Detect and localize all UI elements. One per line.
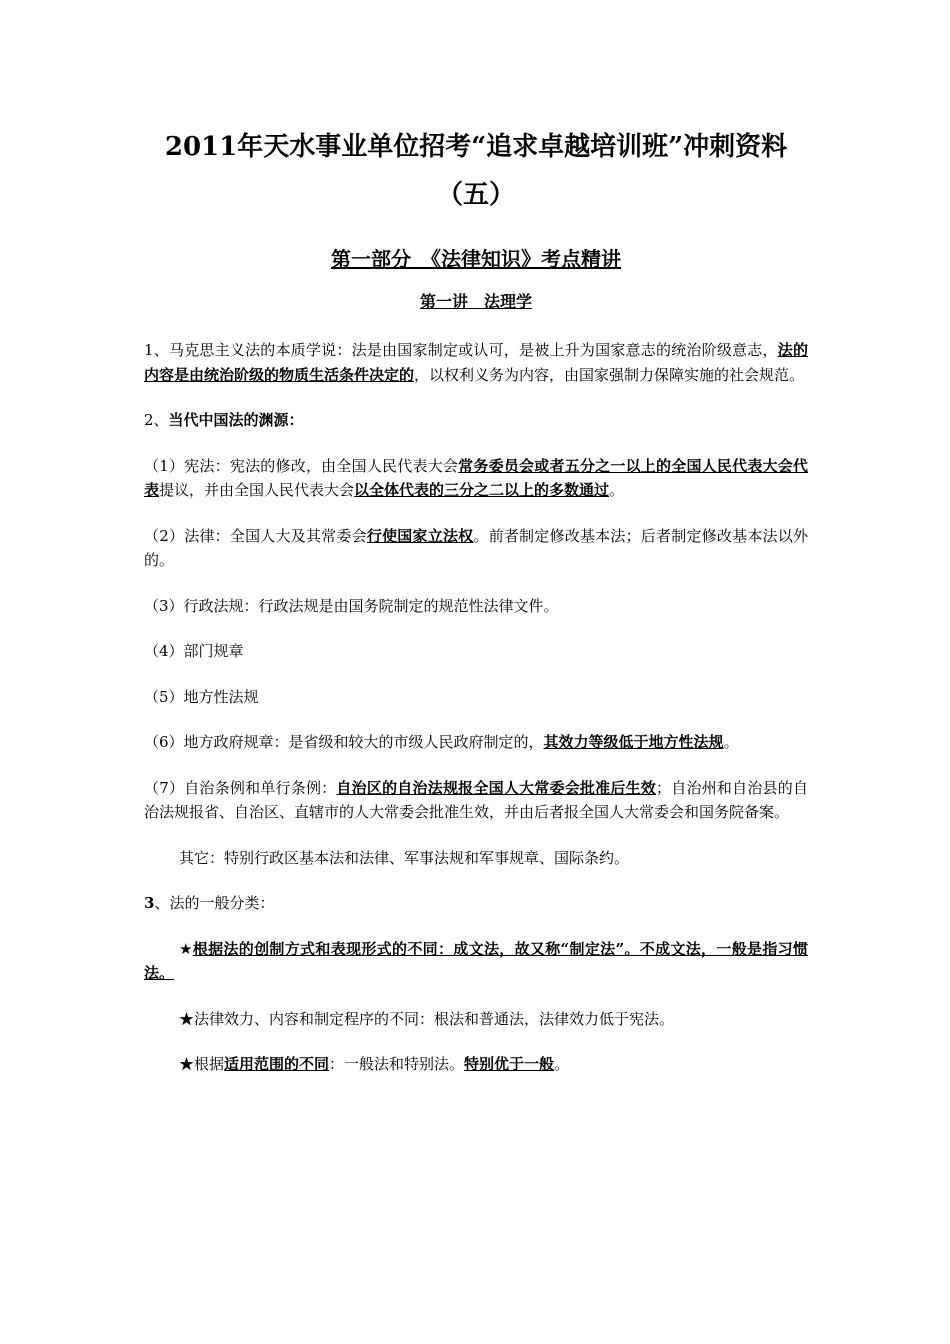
item-8: （6）地方政府规章：是省级和较大的市级人民政府制定的，其效力等级低于地方性法规。 (144, 733, 739, 751)
emphasis: 行使国家立法权 (366, 526, 474, 545)
item-9: （7）自治条例和单行条例：自治区的自治法规报全国人大常委会批准后生效；自治州和自治县的自治法规报省、自治区、直辖市的人大常委会批准生效，并由后者报全国人大常委会和国务院备案。 (144, 778, 808, 821)
item-11: 3、法的一般分类： (144, 894, 275, 912)
part-heading: 第一部分 《法律知识》考点精讲 (331, 247, 621, 271)
document-subtitle: （五） (436, 180, 515, 210)
item-2: 2、当代中国法的渊源： (144, 411, 304, 429)
item-10: 其它：特别行政区基本法和法律、军事法规和军事规章、国际条约。 (179, 848, 630, 867)
emphasis: 以全体代表的三分之二以上的多数通过 (354, 481, 610, 499)
lecture-heading: 第一讲 法理学 (419, 292, 532, 311)
item-13: ★法律效力、内容和制定程序的不同：根法和普通法，法律效力低于宪法。 (179, 1009, 675, 1028)
emphasis: 特别优于一般 (464, 1055, 555, 1073)
item-4: （2）法律：全国人大及其常委会行使国家立法权。前者制定修改基本法；后者制定修改基本法以外的。 (144, 526, 808, 569)
emphasis: 自治区的自治法规报全国人大常委会批准后生效 (336, 778, 657, 797)
item-6: （4）部门规章 (144, 642, 244, 660)
item-1: 1、马克思主义法的本质学说：法是由国家制定或认可，是被上升为国家意志的统治阶级意志，法的内容是由统治阶级的物质生活条件决定的，以权利义务为内容，由国家强制力保障实施的社会规范。 (144, 341, 808, 384)
item-5: （3）行政法规：行政法规是由国务院制定的规范性法律文件。 (144, 596, 559, 615)
emphasis: 根据法的创制方式和表现形式的不同：成文法，故又称“制定法”。不成文法，一般是指习惯法。 (144, 939, 808, 982)
emphasis: 其效力等级低于地方性法规 (543, 733, 724, 751)
item-7: （5）地方性法规 (144, 687, 259, 706)
document-page (144, 128, 808, 1077)
item-12: ★根据法的创制方式和表现形式的不同：成文法，故又称“制定法”。不成文法，一般是指习惯法。 (144, 939, 808, 982)
document-title: 2011年天水事业单位招考“追求卓越培训班”冲刺资料 (164, 132, 788, 162)
emphasis: 适用范围的不同 (224, 1055, 330, 1073)
item-14: ★根据适用范围的不同：一般法和特别法。特别优于一般。 (179, 1055, 570, 1073)
emphasis: 法的内容是由统治阶级的物质生活条件决定的 (144, 341, 808, 384)
item-3: （1）宪法：宪法的修改，由全国人民代表大会常务委员会或者五分之一以上的全国人民代表大会代表提议，并由全国人民代表大会以全体代表的三分之二以上的多数通过。 (144, 456, 808, 499)
emphasis: 常务委员会或者五分之一以上的全国人民代表大会代表 (144, 456, 808, 499)
